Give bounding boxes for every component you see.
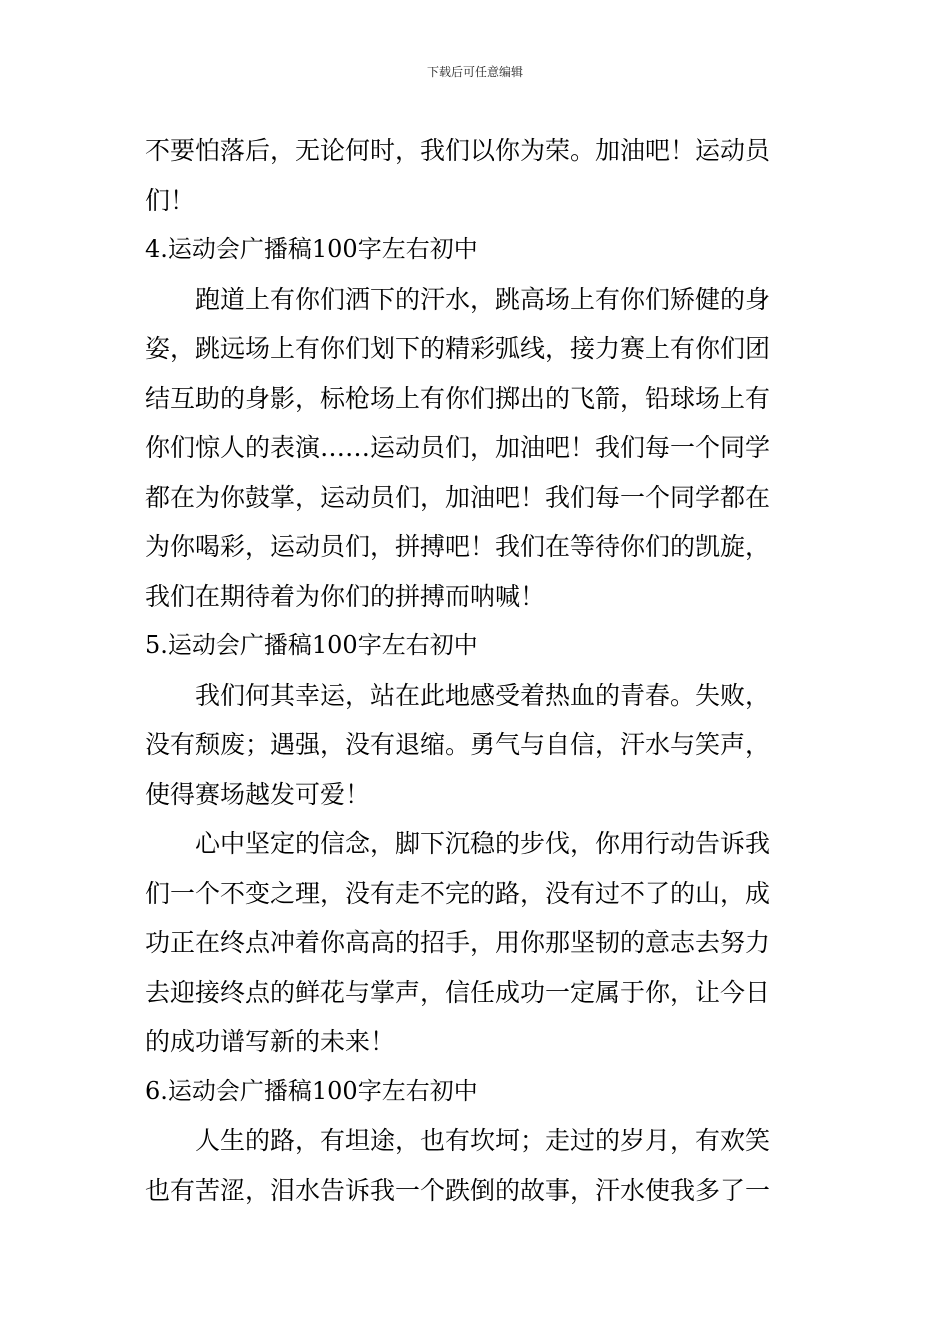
- text-line: 为你喝彩，运动员们，拼搏吧！我们在等待你们的凯旋，: [145, 532, 771, 561]
- page-header: 下载后可任意编辑: [426, 65, 523, 79]
- section-heading: 5.运动会广播稿100字左右初中: [145, 631, 478, 659]
- text-line: 们一个不变之理，没有走不完的路，没有过不了的山，成: [145, 878, 771, 908]
- section-heading: 6.运动会广播稿100字左右初中: [145, 1076, 478, 1105]
- text-line: 我们在期待着为你们的拼搏而呐喊！: [145, 581, 546, 611]
- text-line: 跑道上有你们洒下的汗水，跳高场上有你们矫健的身: [145, 284, 771, 314]
- text-line: 结互助的身影，标枪场上有你们掷出的飞箭，铅球场上有: [145, 383, 771, 413]
- document-body: [145, 126, 807, 1215]
- text-line: 不要怕落后，无论何时，我们以你为荣。加油吧！运动员: [145, 136, 771, 165]
- section-heading: 4.运动会广播稿100字左右初中: [145, 235, 478, 263]
- text-line: 使得赛场越发可爱！: [145, 779, 371, 809]
- text-line: 们！: [145, 185, 196, 215]
- text-line: 没有颓废；遇强，没有退缩。勇气与自信，汗水与笑声，: [145, 730, 771, 759]
- text-line: 你们惊人的表演……运动员们，加油吧！我们每一个同学: [145, 433, 771, 462]
- text-line: 心中坚定的信念，脚下沉稳的步伐，你用行动告诉我: [145, 829, 771, 858]
- text-line: 功正在终点冲着你高高的招手，用你那坚韧的意志去努力: [145, 928, 771, 957]
- text-line: 也有苦涩，泪水告诉我一个跌倒的故事，汗水使我多了一: [145, 1175, 771, 1205]
- text-line: 我们何其幸运，站在此地感受着热血的青春。失败，: [145, 680, 771, 710]
- text-line: 姿，跳远场上有你们划下的精彩弧线，接力赛上有你们团: [145, 334, 771, 363]
- text-line: 人生的路，有坦途，也有坎坷；走过的岁月，有欢笑: [145, 1126, 771, 1155]
- text-line: 去迎接终点的鲜花与掌声，信任成功一定属于你，让今日: [145, 977, 771, 1007]
- text-line: 都在为你鼓掌，运动员们，加油吧！我们每一个同学都在: [145, 482, 771, 512]
- text-line: 的成功谱写新的未来！: [145, 1027, 396, 1056]
